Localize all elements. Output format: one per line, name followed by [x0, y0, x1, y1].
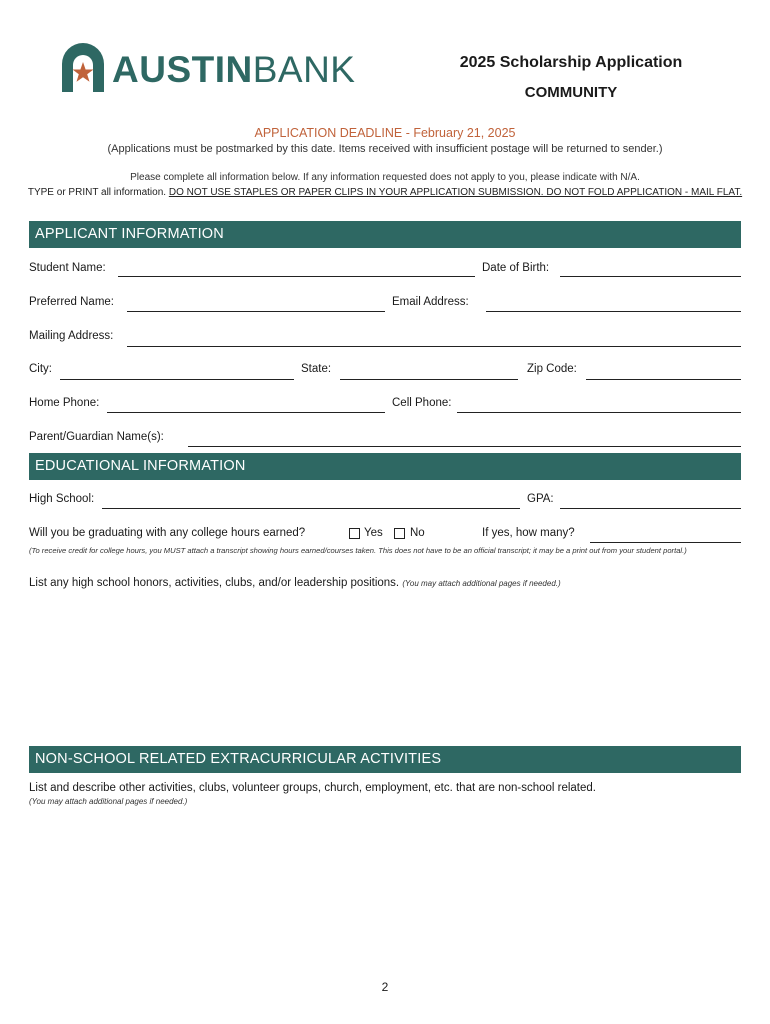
extracurricular-note: (You may attach additional pages if needed.) — [29, 797, 188, 806]
transcript-note: (To receive credit for college hours, you MUST attach a transcript showing hours earned/courses taken. This does not have to be an official transcript; it may be a print out from your student portal.) — [29, 546, 687, 555]
arch-star-icon — [60, 42, 106, 92]
how-many-field[interactable] — [590, 542, 741, 543]
instructions-line-1: Please complete all information below. If any information requested does not apply to you, please indicate with N/A. — [130, 172, 640, 183]
instructions-warning: DO NOT USE STAPLES OR PAPER CLIPS IN YOUR APPLICATION SUBMISSION. DO NOT FOLD APPLICATION - MAIL FLAT. — [168, 187, 743, 198]
zip-code-field[interactable] — [586, 379, 741, 380]
guardian-name-label: Parent/Guardian Name(s): — [29, 431, 164, 443]
student-name-field[interactable] — [118, 276, 475, 277]
section-applicant-information: APPLICANT INFORMATION — [29, 221, 741, 248]
high-school-label: High School: — [29, 493, 95, 505]
no-checkbox[interactable] — [394, 528, 405, 539]
preferred-name-label: Preferred Name: — [29, 296, 115, 308]
email-address-field[interactable] — [486, 311, 741, 312]
honors-response-area[interactable] — [29, 595, 741, 735]
cell-phone-label: Cell Phone: — [392, 397, 452, 409]
document-title: 2025 Scholarship Application — [459, 54, 683, 71]
student-name-label: Student Name: — [29, 262, 106, 274]
email-address-label: Email Address: — [392, 296, 469, 308]
date-of-birth-field[interactable] — [560, 276, 741, 277]
state-label: State: — [301, 363, 332, 375]
date-of-birth-label: Date of Birth: — [482, 262, 550, 274]
city-field[interactable] — [60, 379, 294, 380]
guardian-name-field[interactable] — [188, 446, 741, 447]
extracurricular-prompt: List and describe other activities, clubs, volunteer groups, church, employment, etc. that are non-school related. — [29, 782, 596, 794]
extracurricular-response-area[interactable] — [29, 812, 741, 972]
document-subtitle: COMMUNITY — [524, 84, 618, 101]
home-phone-field[interactable] — [107, 412, 385, 413]
state-field[interactable] — [340, 379, 518, 380]
college-hours-question: Will you be graduating with any college hours earned? — [29, 527, 306, 539]
honors-prompt: List any high school honors, activities, clubs, and/or leadership positions. (You may attach additional pages if needed.) — [29, 577, 561, 589]
zip-code-label: Zip Code: — [527, 363, 577, 375]
home-phone-label: Home Phone: — [29, 397, 100, 409]
section-extracurricular-activities: NON-SCHOOL RELATED EXTRACURRICULAR ACTIVITIES — [29, 746, 741, 773]
mailing-address-field[interactable] — [127, 346, 741, 347]
deadline-note: (Applications must be postmarked by this date. Items received with insufficient postage will be returned to sender.) — [107, 143, 663, 155]
yes-checkbox[interactable] — [349, 528, 360, 539]
city-label: City: — [29, 363, 52, 375]
no-label: No — [410, 527, 425, 539]
page-number: 2 — [381, 980, 389, 994]
gpa-label: GPA: — [527, 493, 554, 505]
preferred-name-field[interactable] — [127, 311, 385, 312]
instructions-line-2: TYPE or PRINT all information. DO NOT USE STAPLES OR PAPER CLIPS IN YOUR APPLICATION SUBMISSION. DO NOT FOLD APPLICATION - MAIL FLAT. — [27, 187, 743, 198]
logo-wordmark: AUSTINBANK — [112, 49, 356, 90]
application-deadline: APPLICATION DEADLINE - February 21, 2025 — [254, 126, 516, 140]
honors-note: (You may attach additional pages if needed.) — [402, 579, 561, 588]
section-educational-information: EDUCATIONAL INFORMATION — [29, 453, 741, 480]
austin-bank-logo — [60, 42, 380, 94]
gpa-field[interactable] — [560, 508, 741, 509]
how-many-label: If yes, how many? — [482, 527, 575, 539]
yes-label: Yes — [364, 527, 383, 539]
high-school-field[interactable] — [102, 508, 520, 509]
mailing-address-label: Mailing Address: — [29, 330, 114, 342]
cell-phone-field[interactable] — [457, 412, 741, 413]
